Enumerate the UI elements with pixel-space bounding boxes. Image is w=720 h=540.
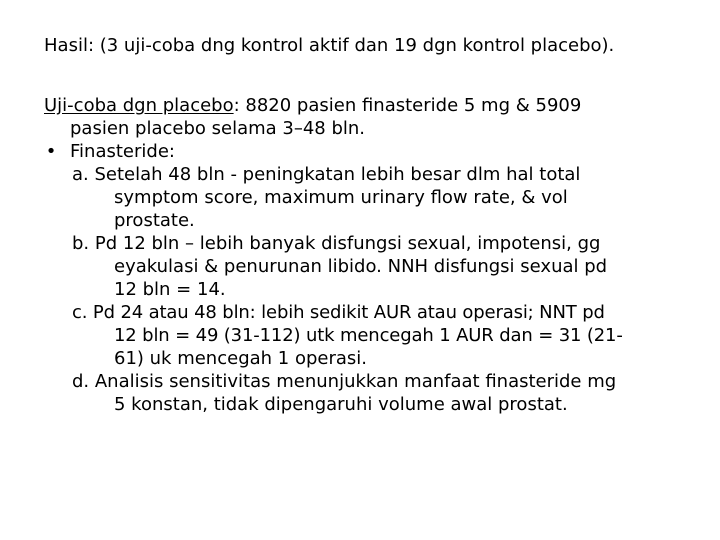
trial-label: Uji-coba dgn placebo bbox=[44, 95, 234, 116]
trial-text-1: : 8820 pasien finasteride 5 mg & 5909 bbox=[233, 95, 582, 116]
trial-line-2: pasien placebo selama 3–48 bln. bbox=[70, 118, 366, 139]
trial-line-1 bbox=[44, 94, 694, 117]
item-a-line-3: prostate. bbox=[114, 210, 195, 231]
item-b-line-1: b. Pd 12 bln – lebih banyak disfungsi sexual, impotensi, gg bbox=[72, 233, 601, 254]
item-b-line-3: 12 bln = 14. bbox=[114, 279, 226, 300]
item-c-line-1: c. Pd 24 atau 48 bln: lebih sedikit AUR atau operasi; NNT pd bbox=[72, 302, 605, 323]
slide-body bbox=[44, 94, 694, 416]
bullet-item-finasteride bbox=[44, 140, 694, 163]
item-d-line-1: d. Analisis sensitivitas menunjukkan manfaat finasteride mg bbox=[72, 371, 617, 392]
item-d-line-2: 5 konstan, tidak dipengaruhi volume awal prostat. bbox=[114, 394, 568, 415]
results-heading: Hasil: (3 uji-coba dng kontrol aktif dan 19 dgn kontrol placebo). bbox=[44, 35, 615, 56]
bullet-label: Finasteride: bbox=[70, 141, 175, 162]
item-c-line-2: 12 bln = 49 (31-112) utk mencegah 1 AUR dan = 31 (21- bbox=[114, 325, 623, 346]
item-a-line-1: a. Setelah 48 bln - peningkatan lebih besar dlm hal total bbox=[72, 164, 581, 185]
bullet-icon: • bbox=[45, 141, 57, 162]
item-c-line-3: 61) uk mencegah 1 operasi. bbox=[114, 348, 367, 369]
item-a-line-2: symptom score, maximum urinary flow rate, & vol bbox=[114, 187, 568, 208]
item-b-line-2: eyakulasi & penurunan libido. NNH disfungsi sexual pd bbox=[114, 256, 608, 277]
